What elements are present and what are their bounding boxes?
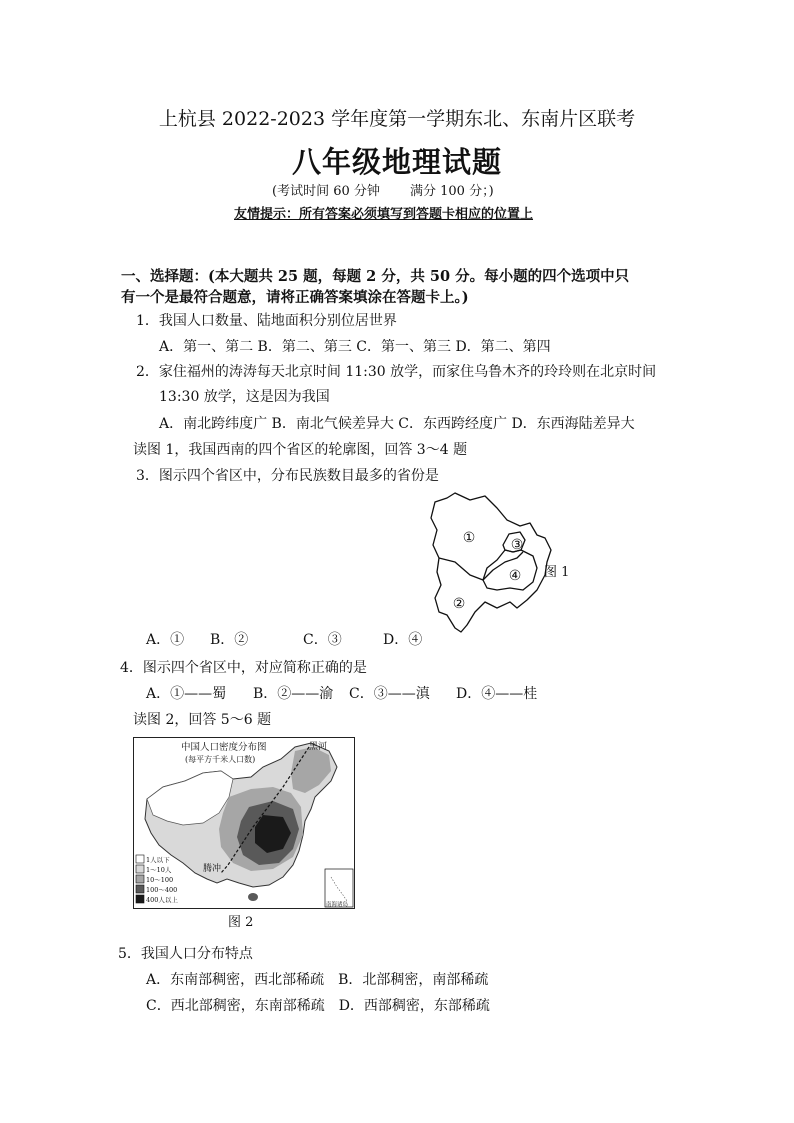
figure-2-inset-label: 南海诸岛	[326, 902, 349, 908]
exam-header-title: 上杭县 2022-2023 学年度第一学期东北、东南片区联考	[158, 108, 636, 130]
question-5-options-line1: A．东南部稠密，西北部稀疏 B．北部稠密，南部稀疏	[146, 972, 489, 988]
reading-instruction-1: 读图 1，我国西南的四个省区的轮廓图，回答 3～4 题	[133, 442, 468, 458]
figure-2-legend-4: 100～400	[146, 886, 178, 894]
figure-1-map	[425, 490, 605, 640]
figure-2-city-south: 腾冲	[203, 864, 222, 874]
figure-1-region-1: ①	[462, 530, 476, 546]
question-2-options: A．南北跨纬度广 B．南北气候差异大 C．东西跨经度广 D．东西海陆差异大	[159, 416, 635, 432]
question-4: 4．图示四个省区中，对应简称正确的是	[120, 660, 367, 676]
figure-1-region-3: ③	[510, 537, 524, 553]
question-2-line1: 2．家住福州的涛涛每天北京时间 11:30 放学，而家住乌鲁木齐的玲玲则在北京时间	[136, 364, 657, 380]
figure-2-legend-3: 10～100	[146, 876, 174, 884]
figure-2-legend-1: 1人以下	[146, 856, 170, 864]
question-2-line2: 13:30 放学，这是因为我国	[159, 389, 330, 405]
exam-main-title: 八年级地理试题	[291, 145, 502, 179]
question-3-option-a: A．①	[146, 632, 185, 648]
figure-2-label: 图 2	[228, 915, 254, 930]
question-3-option-d: D．④	[383, 632, 423, 648]
exam-info: (考试时间 60 分钟 满分 100 分；)	[272, 184, 494, 199]
reading-instruction-2: 读图 2，回答 5～6 题	[133, 712, 272, 728]
figure-1-outline	[431, 493, 551, 632]
figure-2-city-north: 黑河	[309, 742, 328, 752]
question-1-options: A．第一、第二 B．第二、第三 C．第一、第三 D．第二、第四	[159, 339, 551, 355]
figure-2-legend-5: 400人以上	[146, 896, 178, 904]
figure-2-map	[133, 737, 355, 909]
question-5: 5．我国人口分布特点	[118, 946, 253, 962]
figure-1-region-4: ④	[508, 568, 522, 584]
question-4-option-a: A．①——蜀	[146, 686, 227, 702]
figure-2-map-subtitle: (每平方千米人口数)	[185, 755, 256, 764]
question-4-option-b: B．②——渝	[253, 686, 334, 702]
question-5-options-line2: C．西北部稠密，东南部稀疏 D．西部稠密，东部稀疏	[146, 998, 490, 1014]
figure-1-region-2: ②	[452, 596, 466, 612]
section-heading-line2: 有一个是最符合题意，请将正确答案填涂在答题卡上。)	[121, 289, 469, 306]
figure-2-hainan	[248, 893, 258, 901]
figure-2-legend-2: 1～10人	[146, 866, 172, 874]
section-heading-line1: 一、选择题：(本大题共 25 题，每题 2 分，共 50 分。每小题的四个选项中只	[121, 268, 630, 285]
question-3-option-b: B．②	[210, 632, 249, 648]
question-3: 3．图示四个省区中，分布民族数目最多的省份是	[136, 468, 439, 484]
friendly-tip: 友情提示：所有答案必须填写到答题卡相应的位置上	[234, 207, 534, 222]
question-3-option-c: C．③	[303, 632, 342, 648]
question-4-option-d: D．④——桂	[456, 686, 538, 702]
question-1: 1．我国人口数量、陆地面积分别位居世界	[136, 313, 397, 329]
question-4-option-c: C．③——滇	[349, 686, 430, 702]
figure-1-label: 图 1	[544, 565, 570, 580]
figure-2-map-title: 中国人口密度分布图	[181, 742, 267, 753]
